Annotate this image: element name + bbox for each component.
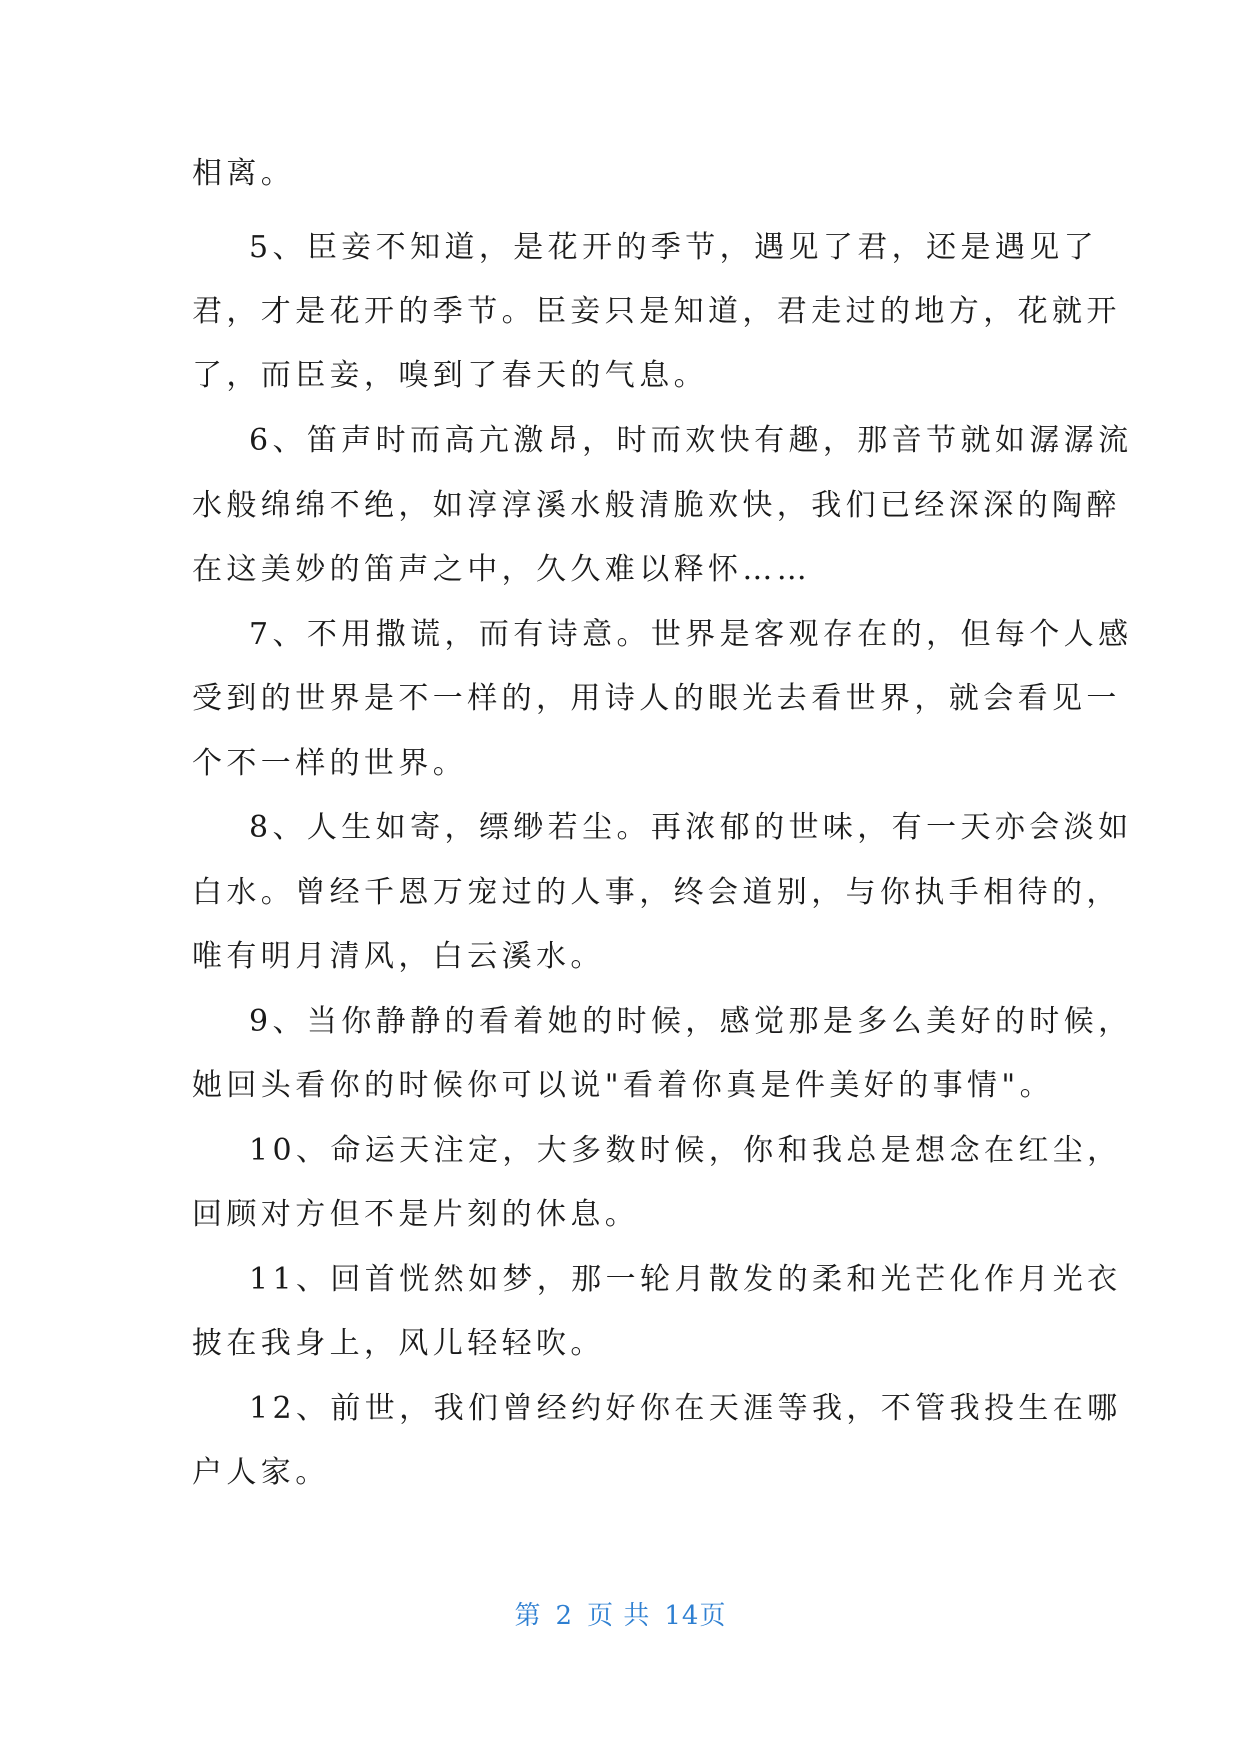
text-line: 白水。曾经千恩万宠过的人事，终会道别，与你执手相待的，: [192, 875, 1121, 910]
text-line: 7、不用撒谎，而有诗意。世界是客观存在的，但每个人感: [249, 617, 1133, 652]
text-line: 她回头看你的时候你可以说"看着你真是件美好的事情"。: [192, 1068, 1054, 1103]
text-line: 12、前世，我们曾经约好你在天涯等我，不管我投生在哪: [249, 1391, 1122, 1426]
total-pages-number: 14: [664, 1601, 700, 1631]
text-line: 君，才是花开的季节。臣妾只是知道，君走过的地方，花就开: [192, 294, 1121, 329]
text-line: 10、命运天注定，大多数时候，你和我总是想念在红尘，: [249, 1133, 1122, 1168]
footer-suffix: 页: [699, 1601, 727, 1631]
text-line: 个不一样的世界。: [192, 746, 468, 781]
text-line: 6、笛声时而高亢激昂，时而欢快有趣，那音节就如潺潺流: [249, 423, 1133, 458]
text-line: 回顾对方但不是片刻的休息。: [192, 1197, 640, 1232]
text-line: 5、臣妾不知道，是花开的季节，遇见了君，还是遇见了: [249, 230, 1099, 265]
text-line: 户人家。: [192, 1455, 330, 1490]
text-line: 在这美妙的笛声之中，久久难以释怀……: [192, 552, 812, 587]
text-line: 受到的世界是不一样的，用诗人的眼光去看世界，就会看见一: [192, 681, 1121, 716]
current-page-number: 2: [555, 1601, 574, 1631]
text-line: 8、人生如寄，缥缈若尘。再浓郁的世味，有一天亦会淡如: [249, 810, 1133, 845]
text-line: 了，而臣妾，嗅到了春天的气息。: [192, 358, 708, 393]
footer-mid: 页 共: [587, 1601, 651, 1631]
text-line: 11、回首恍然如梦，那一轮月散发的柔和光芒化作月光衣: [249, 1262, 1122, 1297]
text-line: 水般绵绵不绝，如淳淳溪水般清脆欢快，我们已经深深的陶醉: [192, 488, 1121, 523]
page-footer: [0, 1600, 1241, 1632]
text-line: 9、当你静静的看着她的时候，感觉那是多么美好的时候，: [249, 1004, 1133, 1039]
footer-prefix: 第: [514, 1601, 542, 1631]
text-line: 相离。: [192, 156, 296, 191]
text-line: 唯有明月清风，白云溪水。: [192, 939, 605, 974]
text-line: 披在我身上，风儿轻轻吹。: [192, 1326, 605, 1361]
